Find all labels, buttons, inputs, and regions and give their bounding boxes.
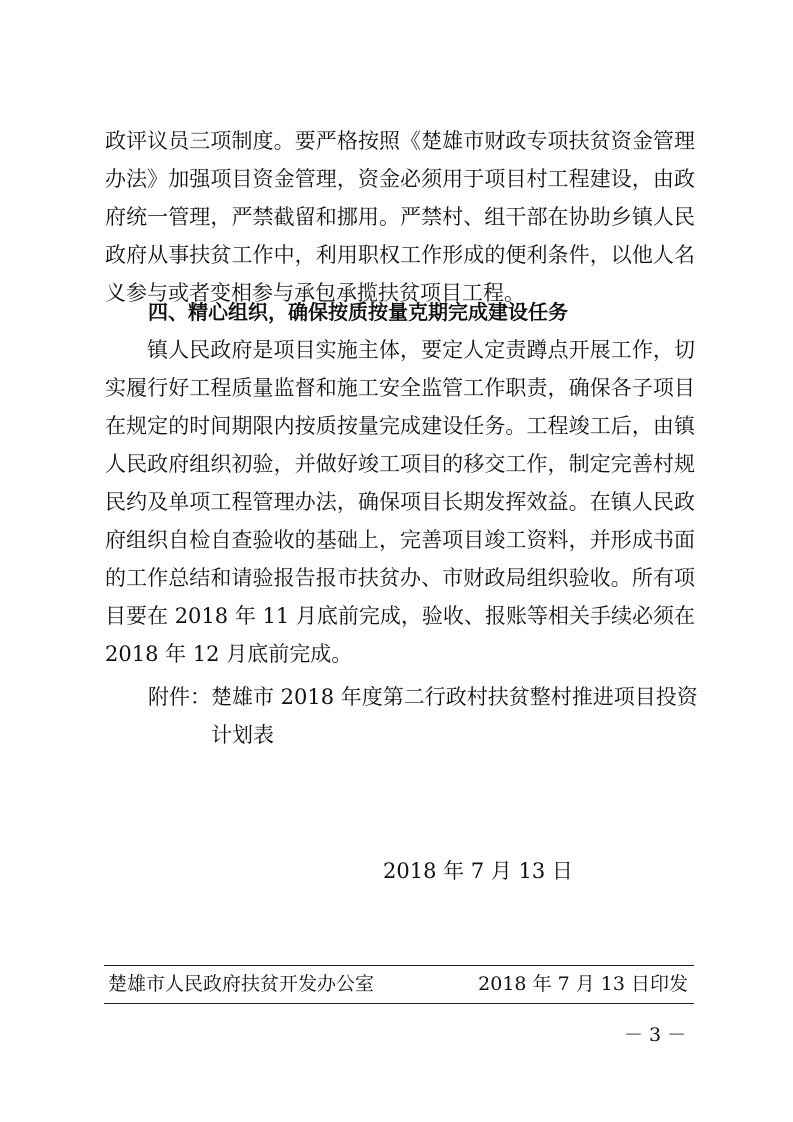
section-heading: 四、精心组织，确保按质按量克期完成建设任务 bbox=[148, 300, 568, 324]
signature-date: 2018 年 7 月 13 日 bbox=[383, 859, 573, 883]
paragraph-line: 政府从事扶贫工作中，利用职权工作形成的便利条件，以他人名 bbox=[105, 243, 695, 267]
attachment-title-line: 楚雄市 2018 年度第二行政村扶贫整村推进项目投资 bbox=[211, 685, 698, 709]
paragraph-organization bbox=[105, 331, 695, 673]
attachment-note bbox=[148, 678, 696, 754]
paragraph-line: 府组织自检自查验收的基础上，完善项目竣工资料，并形成书面 bbox=[105, 528, 695, 552]
paragraph-line: 人民政府组织初验，并做好竣工项目的移交工作，制定完善村规 bbox=[105, 452, 695, 476]
page-number: － 3 － bbox=[624, 1024, 687, 1046]
paragraph-procedures bbox=[105, 122, 695, 312]
paragraph-line: 镇人民政府是项目实施主体，要定人定责蹲点开展工作，切 bbox=[147, 338, 695, 362]
paragraph-line: 目要在 2018 年 11 月底前完成，验收、报账等相关手续必须在 bbox=[105, 604, 695, 628]
issuer-name: 楚雄市人民政府扶贫开发办公室 bbox=[108, 973, 375, 995]
paragraph-line: 政评议员三项制度。要严格按照《楚雄市财政专项扶贫资金管理 bbox=[105, 129, 695, 153]
paragraph-line: 在规定的时间期限内按质按量完成建设任务。工程竣工后，由镇 bbox=[105, 414, 695, 438]
paragraph-line: 实履行好工程质量监督和施工安全监管工作职责，确保各子项目 bbox=[105, 376, 695, 400]
paragraph-line: 的工作总结和请验报告报市扶贫办、市财政局组织验收。所有项 bbox=[105, 566, 695, 590]
attachment-label: 附件： bbox=[148, 685, 211, 709]
paragraph-line: 民约及单项工程管理办法，确保项目长期发挥效益。在镇人民政 bbox=[105, 490, 695, 514]
footer-top-rule bbox=[104, 965, 694, 966]
attachment-title bbox=[211, 678, 696, 754]
footer-issuance bbox=[108, 968, 688, 1000]
paragraph-line: 办法》加强项目资金管理，资金必须用于项目村工程建设，由政 bbox=[105, 167, 695, 191]
attachment-title-line: 计划表 bbox=[211, 723, 274, 747]
print-date: 2018 年 7 月 13 日印发 bbox=[478, 973, 688, 995]
paragraph-line: 2018 年 12 月底前完成。 bbox=[105, 642, 353, 666]
paragraph-line: 府统一管理，严禁截留和挪用。严禁村、组干部在协助乡镇人民 bbox=[105, 205, 695, 229]
footer-bottom-rule bbox=[104, 1003, 694, 1004]
paragraph-line: 义参与或者变相参与承包承揽扶贫项目工程。 bbox=[105, 281, 525, 305]
